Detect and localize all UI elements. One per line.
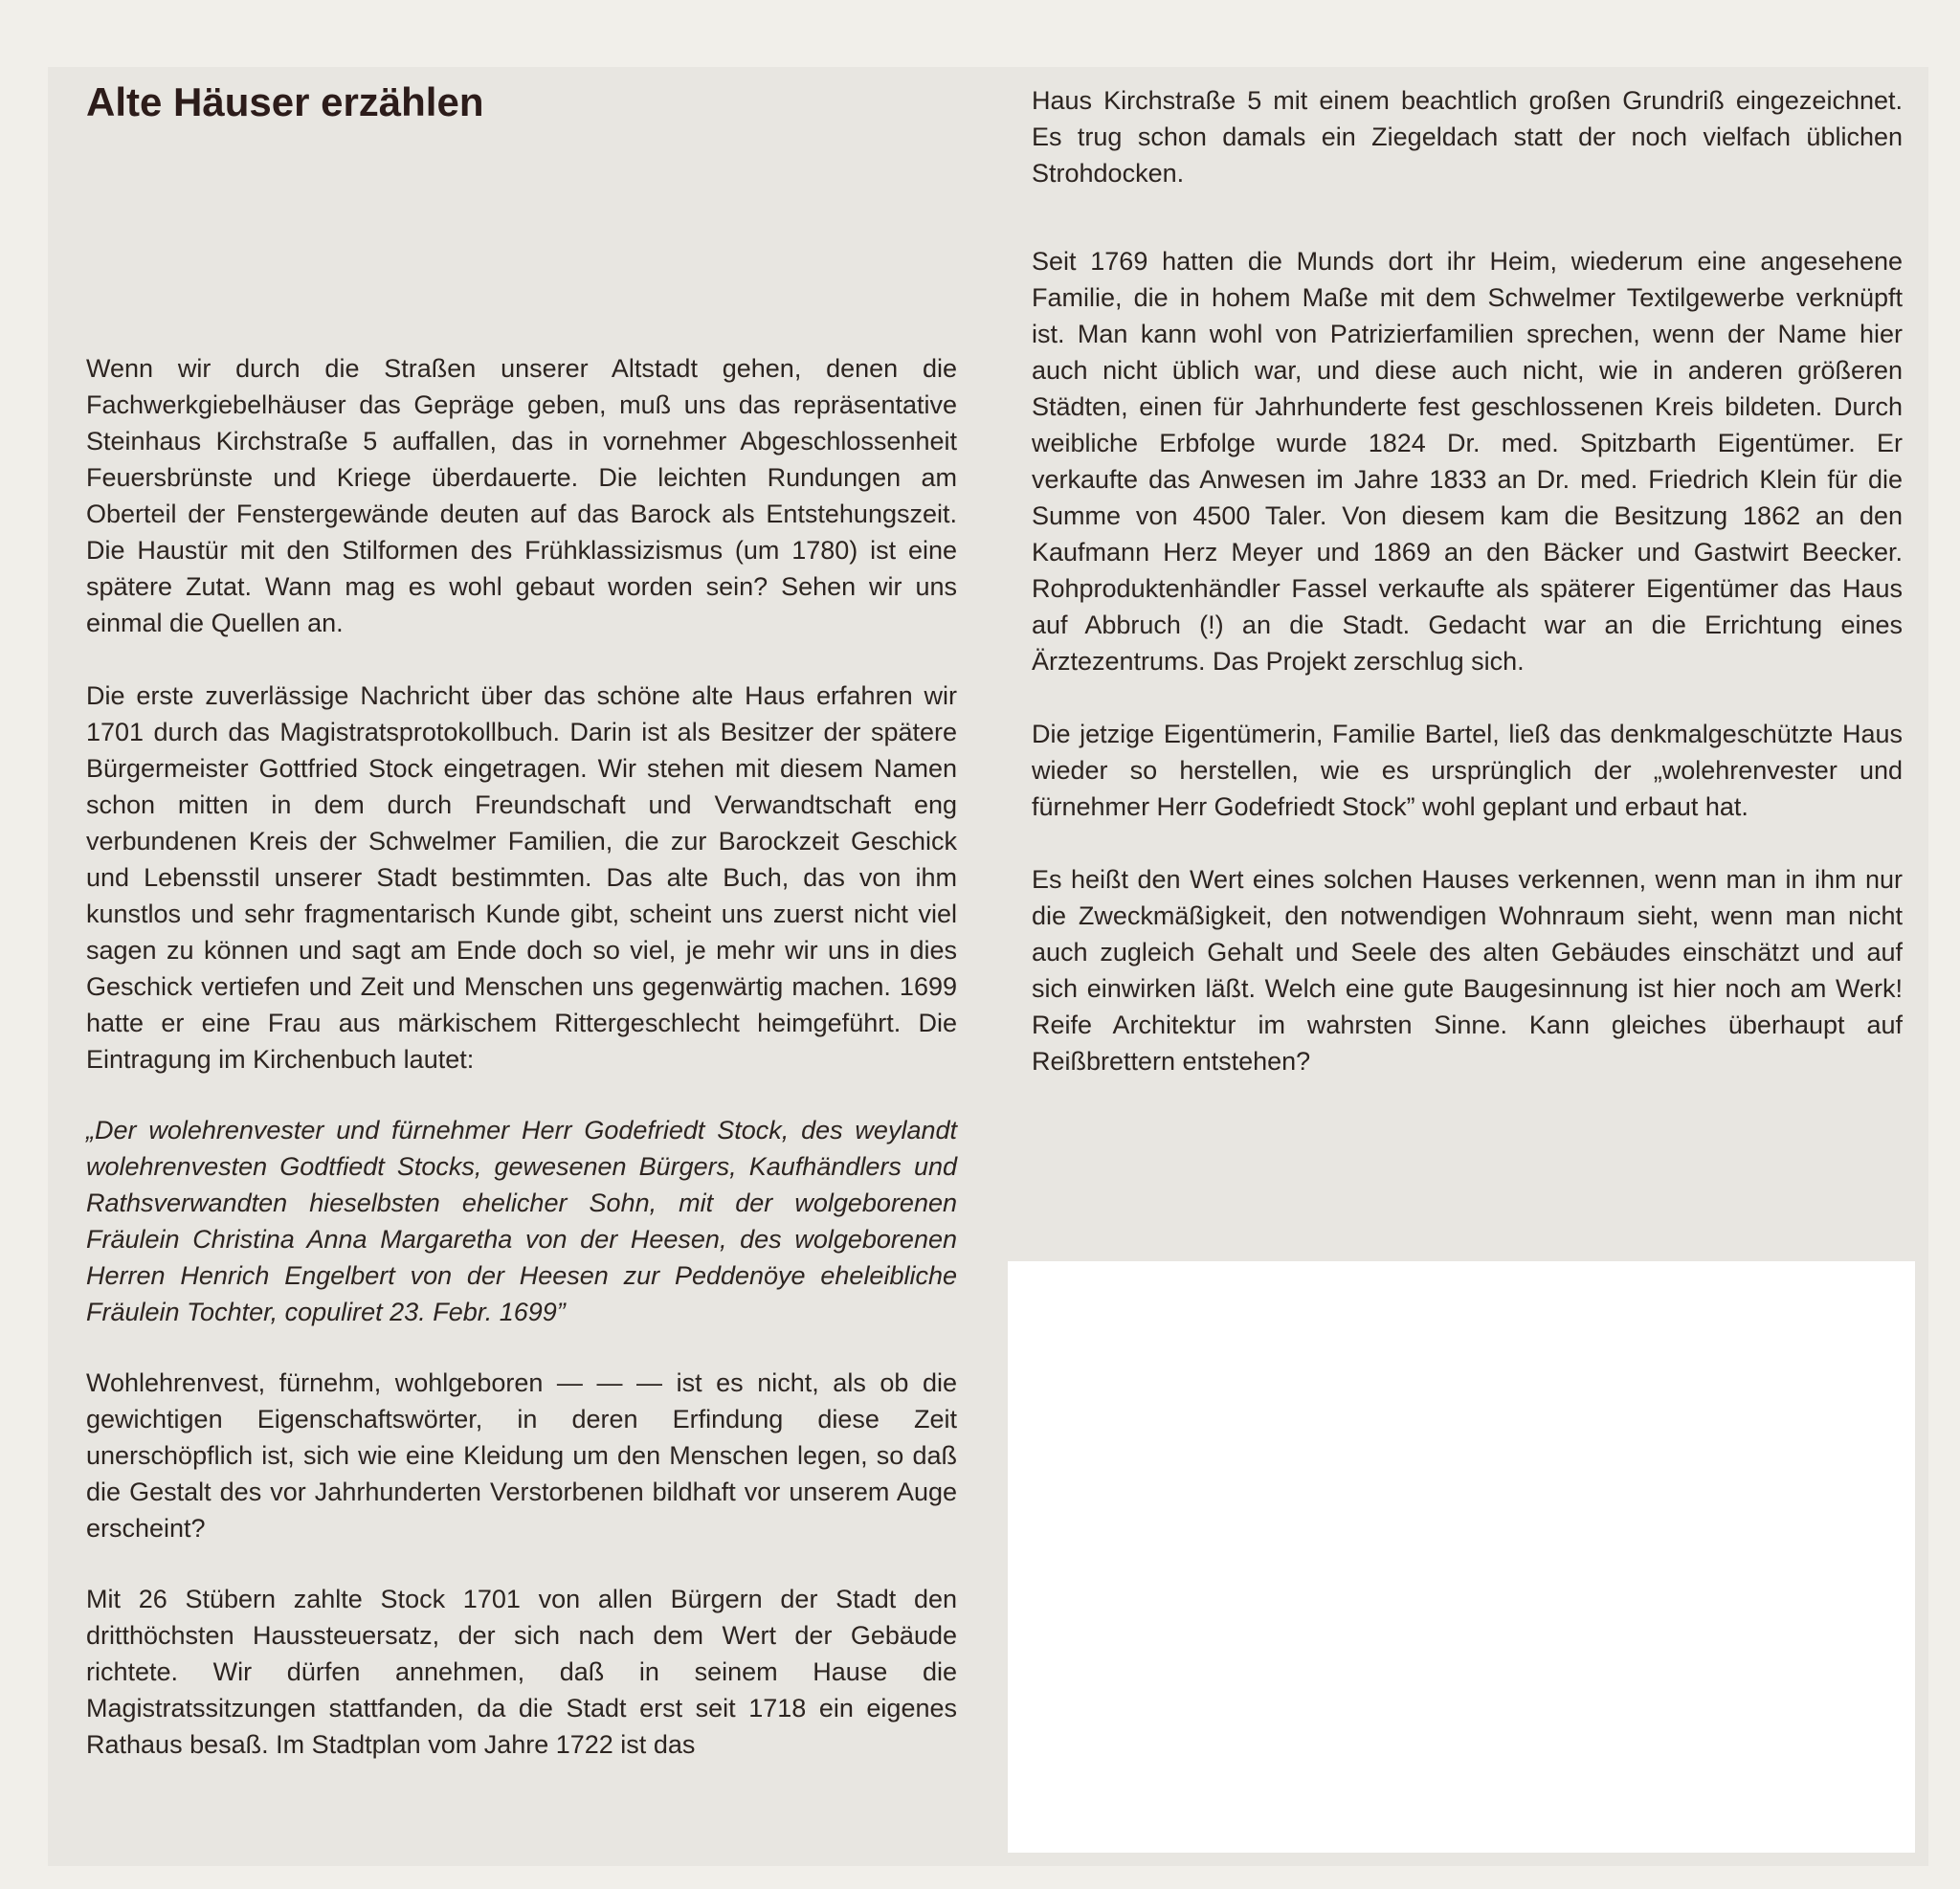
paragraph-intro: Wenn wir durch die Straßen unserer Altstadt gehen, denen die Fachwerkgiebelhäuser das Gepräge geben, muß uns das repräsentative Steinhaus Kirchstraße 5 auffallen, das in vornehmer Abgeschlossenheit Feuersbrünste und Kriege überdauerte. Die leichten Rundungen am Oberteil der Fenstergewände deuten auf das Barock als Entstehungszeit. Die Haustür mit den Stilformen des Frühklassizismus (um 1780) ist eine spätere Zutat. Wann mag es wohl gebaut worden sein? Sehen wir uns einmal die Quellen an.	[86, 354, 957, 637]
left-column	[86, 77, 957, 1763]
paragraph-first-record: Die erste zuverlässige Nachricht über das schöne alte Haus erfahren wir 1701 durch das Magistratsprotokollbuch. Darin ist als Besitzer der spätere Bürgermeister Gottfried Stock eingetragen. Wir stehen mit diesem Namen schon mitten in dem durch Freundschaft und Verwandtschaft eng verbundenen Kreis der Schwelmer Familien, die zur Barockzeit Geschick und Lebensstil unserer Stadt bestimmten. Das alte Buch, das von ihm kunstlos und sehr fragmentarisch Kunde gibt, scheint uns zuerst nicht viel sagen zu können und sagt am Ende doch so viel, je mehr wir uns in dies Geschick vertiefen und Zeit und Menschen uns gegenwärtig machen. 1699 hatte er eine Frau aus märkischem Rittergeschlecht heimgeführt. Die Eintragung im Kirchenbuch lautet:	[86, 681, 957, 1074]
blank-image-area	[1008, 1261, 1915, 1853]
paragraph-current-owner: Die jetzige Eigentümerin, Familie Bartel, ließ das denkmalgeschützte Haus wieder so herstellen, wie es ursprünglich der „wolehrenvester und fürnehmer Herr Godefriedt Stock” wohl geplant und erbaut hat.	[1032, 720, 1903, 821]
paragraph-owners-history: Seit 1769 hatten die Munds dort ihr Heim, wiederum eine angesehene Familie, die in hohem Maße mit dem Schwelmer Textilgewerbe verknüpft ist. Man kann wohl von Patrizierfamilien sprechen, wenn der Name hier auch nicht üblich war, und diese auch nicht, wie in anderen größeren Städten, einen für Jahrhunderte fest geschlossenen Kreis bildeten. Durch weibliche Erbfolge wurde 1824 Dr. med. Spitzbarth Eigentümer. Er verkaufte das Anwesen im Jahre 1833 an Dr. med. Friedrich Klein für die Summe von 4500 Taler. Von diesem kam die Besitzung 1862 an den Kaufmann Herz Meyer und 1869 an den Bäcker und Gastwirt Beecker. Rohproduktenhändler Fassel verkaufte als späterer Eigentümer das Haus auf Abbruch (!) an die Stadt. Gedacht war an die Errichtung eines Ärztezentrums. Das Projekt zerschlug sich.	[1032, 247, 1903, 676]
paragraph-building-value: Es heißt den Wert eines solchen Hauses verkennen, wenn man in ihm nur die Zweckmäßigkeit, den notwendigen Wohnraum sieht, wenn man nicht auch zugleich Gehalt und Seele des alten Gebäudes einschätzt und auf sich einwirken läßt. Welch eine gute Baugesinnung ist hier noch am Werk! Reife Architektur im wahrsten Sinne. Kann gleiches überhaupt auf Reißbrettern entstehen?	[1032, 865, 1903, 1076]
paragraph-adjectives: Wohlehrenvest, fürnehm, wohlgeboren — — — ist es nicht, als ob die gewichtigen Eigenschaftswörter, in deren Erfindung diese Zeit unerschöpflich ist, sich wie eine Kleidung um den Menschen legen, so daß die Gestalt des vor Jahrhunderten Verstorbenen bildhaft vor unserem Auge erscheint?	[86, 1368, 957, 1543]
paragraph-ground-plan: Haus Kirchstraße 5 mit einem beachtlich großen Grundriß eingezeichnet. Es trug schon damals ein Ziegeldach statt der noch vielfach üblichen Strohdocken.	[1032, 86, 1903, 188]
paragraph-house-tax: Mit 26 Stübern zahlte Stock 1701 von allen Bürgern der Stadt den dritthöchsten Haussteuersatz, der sich nach dem Wert der Gebäude richtete. Wir dürfen annehmen, daß in seinem Hause die Magistratssitzungen stattfanden, da die Stadt erst seit 1718 ein eigenes Rathaus besaß. Im Stadtplan vom Jahre 1722 ist das	[86, 1585, 957, 1759]
page-title: Alte Häuser erzählen	[86, 79, 484, 124]
church-book-quote: „Der wolehrenvester und fürnehmer Herr Godefriedt Stock, des weylandt wolehrenvesten Godtfiedt Stocks, gewesenen Bürgers, Kaufhändlers und Rathsverwandten hieselbsten ehelicher Sohn, mit der wolgeborenen Fräulein Christina Anna Margaretha von der Heesen, des wolgeborenen Herren Henrich Engelbert von der Heesen zur Peddenöye eheleibliche Fräulein Tochter, copuliret 23. Febr. 1699”	[86, 1116, 957, 1326]
right-column	[1032, 82, 1903, 1079]
